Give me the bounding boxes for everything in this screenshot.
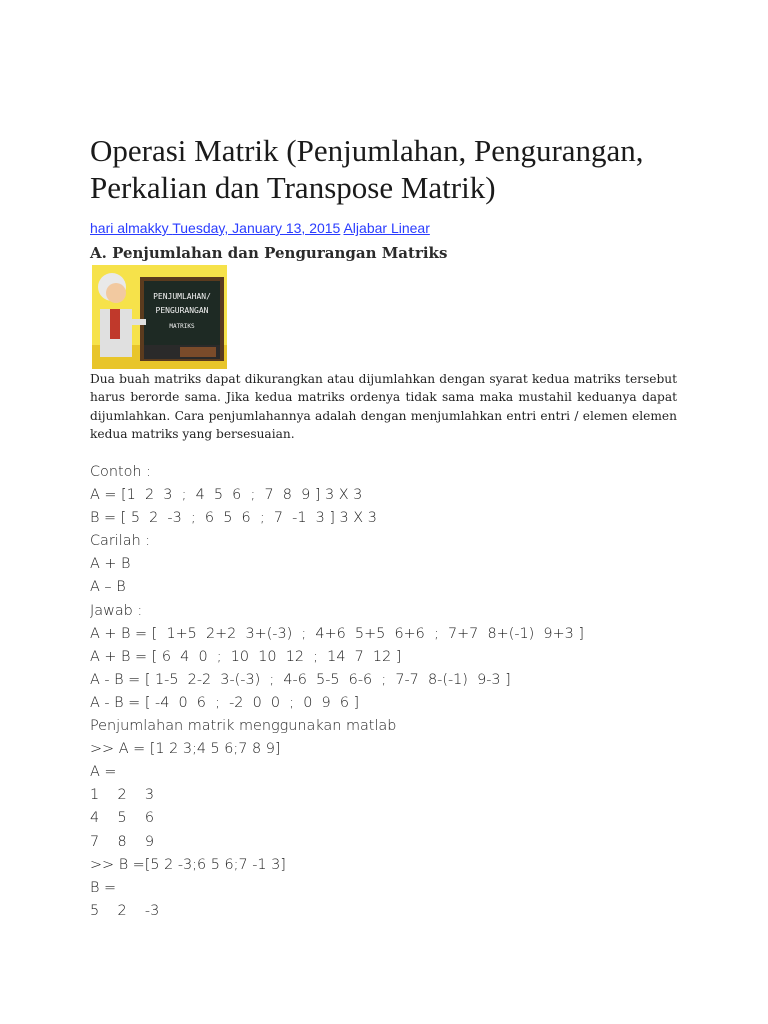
body-paragraph: Dua buah matriks dapat dikurangkan atau dijumlahkan dengan syarat kedua matriks tersebut harus berorde sama. Jika kedua matriks ordenya tidak sama maka mustahil keduanya dapat dijumlahkan. Cara penjumlahannya adalah dengan menjumlahkan entri entri / elemen elemen kedua matriks yang bersesuaian. <box>90 372 677 441</box>
professor-chalkboard-illustration <box>92 265 227 369</box>
text-line: 5 2 -3 <box>90 902 160 919</box>
text-line: A = <box>90 764 117 781</box>
text-line: A - B = [ -4 0 6 ; -2 0 0 ; 0 9 6 ] <box>90 694 360 711</box>
text-line: A + B = [ 1+5 2+2 3+(-3) ; 4+6 5+5 6+6 ; 7+7 8+(-1) 9+3 ] <box>90 625 584 642</box>
category-link[interactable]: Aljabar Linear <box>343 220 430 236</box>
image-text-line-1: PENJUMLAHAN/ <box>153 292 211 301</box>
text-line: A – B <box>90 579 126 596</box>
text-line: Carilah : <box>90 533 151 550</box>
section-heading: A. Penjumlahan dan Pengurangan Matriks <box>90 244 448 262</box>
text-line: >> B =[5 2 -3;6 5 6;7 -1 3] <box>90 856 286 873</box>
author-link[interactable] <box>90 220 340 236</box>
text-line: Penjumlahan matrik menggunakan matlab <box>90 718 397 735</box>
text-line: 1 2 3 <box>90 787 155 804</box>
text-line: A = [1 2 3 ; 4 5 6 ; 7 8 9 ] 3 X 3 <box>90 487 363 504</box>
text-line: B = <box>90 879 117 896</box>
image-text-line-2: PENGURANGAN <box>155 306 209 315</box>
text-line: 7 8 9 <box>90 833 155 850</box>
example-lines <box>90 461 584 923</box>
text-line: Contoh : <box>90 464 151 480</box>
text-line: A + B <box>90 556 131 573</box>
text-line: >> A = [1 2 3;4 5 6;7 8 9] <box>90 741 281 758</box>
post-title: Operasi Matrik (Penjumlahan, Pengurangan, Perkalian dan Transpose Matrik) <box>90 133 644 205</box>
text-line: 4 5 6 <box>90 810 155 827</box>
text-line: A + B = [ 6 4 0 ; 10 10 12 ; 14 7 12 ] <box>90 648 402 665</box>
image-text-line-3: MATRIKS <box>169 323 195 330</box>
author-name: hari almakky <box>90 220 169 236</box>
text-line: A - B = [ 1-5 2-2 3-(-3) ; 4-6 5-5 6-6 ; 7-7 8-(-1) 9-3 ] <box>90 671 511 688</box>
text-line: Jawab : <box>90 602 143 619</box>
post-date: Tuesday, January 13, 2015 <box>172 220 341 236</box>
post-meta <box>90 220 430 236</box>
text-line: B = [ 5 2 -3 ; 6 5 6 ; 7 -1 3 ] 3 X 3 <box>90 510 377 527</box>
